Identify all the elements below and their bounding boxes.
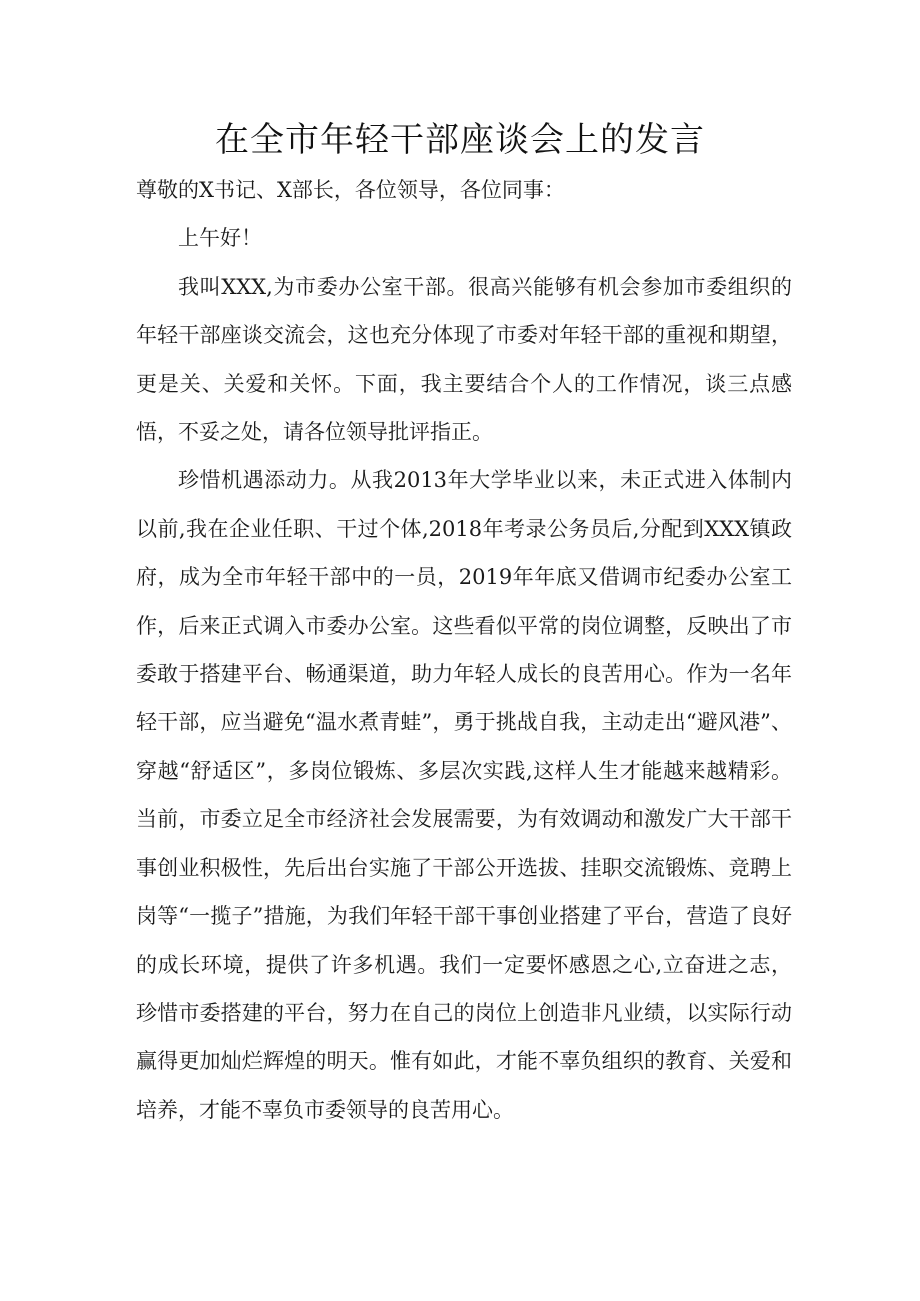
salutation: 尊敬的X书记、X部长，各位领导，各位同事： <box>136 178 565 202</box>
greeting: 上午好！ <box>178 226 262 251</box>
paragraph-intro: 我叫XXX,为市委办公室干部。很高兴能够有机会参加市委组织的年轻干部座谈交流会，这也充分体现了市委对年轻干部的重视和期望，更是关、关爱和关怀。下面，我主要结合个人的工作情况，谈三点感悟，不妥之处，请各位领导批评指正。 <box>136 274 792 445</box>
paragraph-cherish-opportunity: 珍惜机遇添动力。从我2013年大学毕业以来，未正式进入体制内以前,我在企业任职、干过个体,2018年考录公务员后,分配到XXX镇政府，成为全市年轻干部中的一员，2019年年底又借调市纪委办公室工作，后来正式调入市委办公室。这些看似平常的岗位调整，反映出了市委敢于搭建平台、畅通渠道，助力年轻人成长的良苦用心。作为一名年轻干部，应当避免“温水煮青蛙”，勇于挑战自我，主动走出“避风港”、穿越“舒适区”，多岗位锻炼、多层次实践,这样人生才能越来越精彩。当前，市委立足全市经济社会发展需要，为有效调动和激发广大干部干事创业积极性，先后出台实施了干部公开选拔、挂职交流锻炼、竞聘上岗等“一揽子”措施，为我们年轻干部干事创业搭建了平台，营造了良好的成长环境，提供了许多机遇。我们一定要怀感恩之心,立奋进之志，珍惜市委搭建的平台，努力在自己的岗位上创造非凡业绩，以实际行动赢得更加灿烂辉煌的明天。惟有如此，才能不辜负组织的教育、关爱和培养，才能不辜负市委领导的良苦用心。 <box>136 468 792 1122</box>
document-title: 在全市年轻干部座谈会上的发言 <box>215 120 705 160</box>
document-body <box>136 166 792 1134</box>
